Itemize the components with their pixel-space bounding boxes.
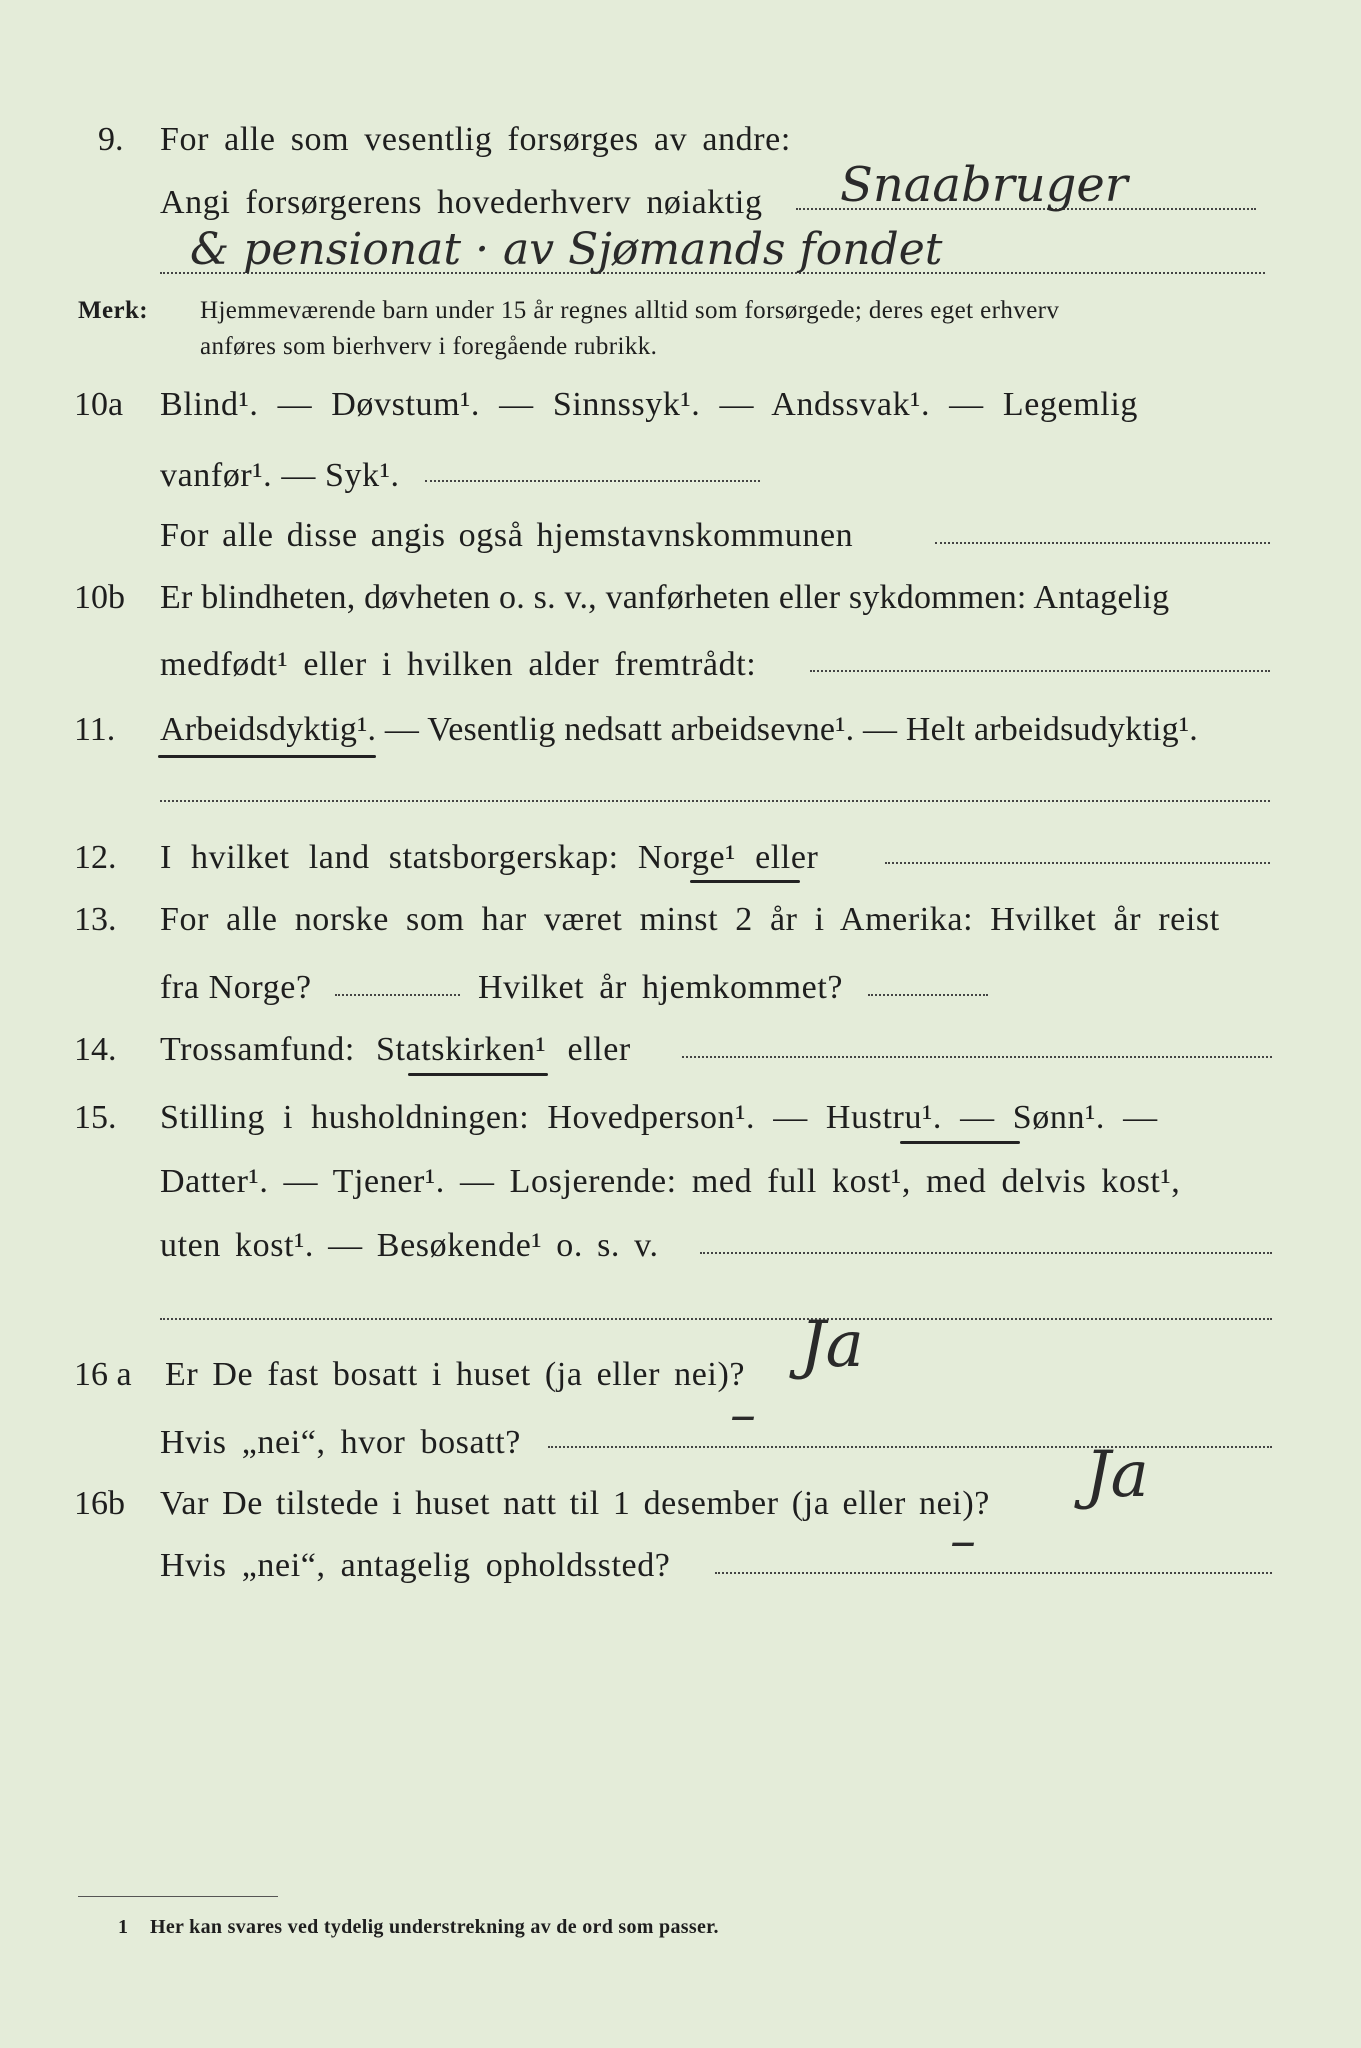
q15-underline-hustru — [900, 1141, 1020, 1144]
q11-line1: Arbeidsdyktig¹. — Vesentlig nedsatt arbeidsevne¹. — Helt arbeidsudyktig¹. — [160, 711, 1198, 748]
q9-line2: Angi forsørgerens hovederhverv nøiaktig — [160, 184, 763, 221]
q14-line1: Trossamfund: Statskirken¹ eller — [160, 1031, 631, 1068]
q16a-answer1: Ja — [800, 1308, 864, 1382]
q15-dotted-line1 — [700, 1252, 1272, 1254]
q12-number: 12. — [74, 839, 117, 876]
q13-dotted-line2 — [868, 994, 988, 996]
q10b-dotted-line — [810, 670, 1270, 672]
q16b-line2: Hvis „nei“, antagelig opholdssted? — [160, 1547, 671, 1584]
q10a-dotted-line1 — [425, 480, 760, 482]
q10b-line1: Er blindheten, døvheten o. s. v., vanførheten eller sykdommen: Antagelig — [160, 579, 1170, 616]
q9-handwriting1: Snaabruger — [840, 157, 1128, 213]
q16a-number: 16 a — [74, 1356, 132, 1393]
q16b-answer2: – — [950, 1511, 976, 1571]
footnote-rule — [78, 1896, 278, 1897]
q16a-answer2: – — [730, 1385, 756, 1445]
q9-line1: For alle som vesentlig forsørges av andre: — [160, 121, 791, 158]
merk-line2: anføres som bierhverv i foregående rubrikk. — [200, 333, 658, 360]
q9-handwriting2: & pensionat · av Sjømands fondet — [190, 224, 943, 275]
q15-dotted-line2 — [160, 1318, 1272, 1320]
q16b-line1: Var De tilstede i huset natt til 1 desember (ja eller nei)? — [160, 1485, 990, 1522]
q13-dotted-line1 — [335, 994, 460, 996]
q10a-line1: Blind¹. — Døvstum¹. — Sinnssyk¹. — Andssvak¹. — Legemlig — [160, 386, 1138, 423]
merk-label: Merk: — [78, 297, 149, 324]
q11-underline-arbeidsdyktig — [158, 755, 376, 758]
q15-line3: uten kost¹. — Besøkende¹ o. s. v. — [160, 1227, 659, 1264]
q16a-line2: Hvis „nei“, hvor bosatt? — [160, 1424, 521, 1461]
q14-number: 14. — [74, 1031, 117, 1068]
q11-number: 11. — [74, 711, 116, 748]
q16b-dotted-line — [715, 1572, 1272, 1574]
footnote-mark: 1 — [118, 1916, 129, 1938]
q12-underline-norge — [690, 880, 800, 883]
q13-number: 13. — [74, 901, 117, 938]
q16a-dotted-line — [548, 1446, 1272, 1448]
q15-line1: Stilling i husholdningen: Hovedperson¹. — Hustru¹. — Sønn¹. — — [160, 1099, 1158, 1136]
q13-line2b: Hvilket år hjemkommet? — [478, 969, 844, 1006]
q10a-dotted-line2 — [935, 542, 1270, 544]
q14-underline-statskirken — [408, 1073, 548, 1076]
q10b-line2: medfødt¹ eller i hvilken alder fremtrådt: — [160, 646, 757, 683]
q10b-number: 10b — [74, 579, 125, 616]
q11-dotted-line — [160, 800, 1270, 802]
q13-line1: For alle norske som har været minst 2 år i Amerika: Hvilket år reist — [160, 901, 1220, 938]
q15-number: 15. — [74, 1099, 117, 1136]
q12-line1: I hvilket land statsborgerskap: Norge¹ eller — [160, 839, 819, 876]
q15-line2: Datter¹. — Tjener¹. — Losjerende: med full kost¹, med delvis kost¹, — [160, 1163, 1181, 1200]
q10a-line2: vanfør¹. — Syk¹. — [160, 457, 400, 494]
q16a-line1: Er De fast bosatt i huset (ja eller nei)? — [165, 1356, 746, 1393]
q16b-number: 16b — [74, 1485, 125, 1522]
q16b-answer1: Ja — [1085, 1438, 1149, 1512]
q10a-number: 10a — [74, 386, 124, 423]
q10a-line3: For alle disse angis også hjemstavnskommunen — [160, 517, 854, 554]
footnote-text: Her kan svares ved tydelig understrekning av de ord som passer. — [150, 1916, 719, 1938]
q12-dotted-line — [885, 862, 1270, 864]
merk-line1: Hjemmeværende barn under 15 år regnes alltid som forsørgede; deres eget erhverv — [200, 297, 1060, 324]
q9-number: 9. — [98, 121, 124, 158]
q14-dotted-line — [682, 1056, 1272, 1058]
q13-line2a: fra Norge? — [160, 969, 312, 1006]
